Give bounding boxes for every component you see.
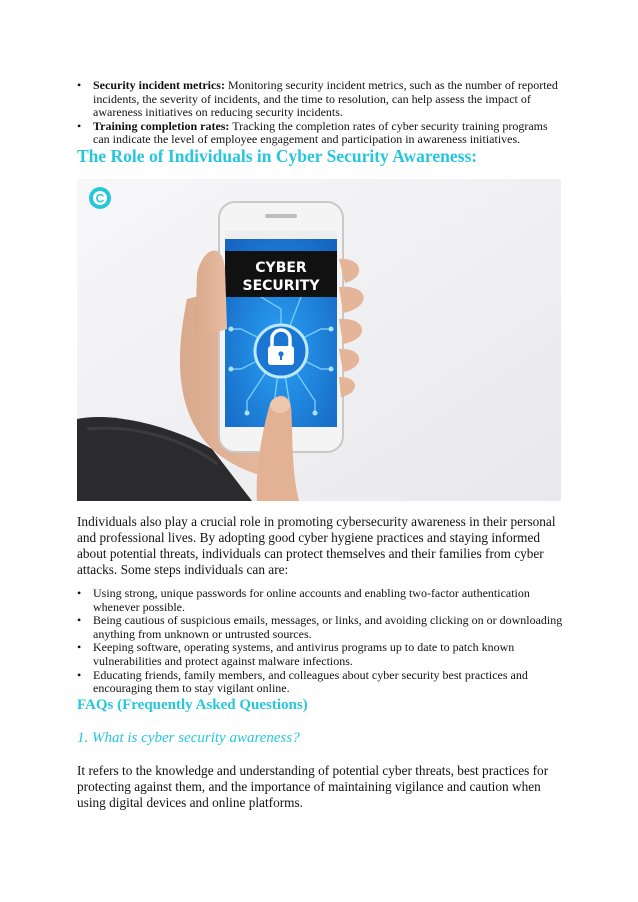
section-heading-role: The Role of Individuals in Cyber Security Awareness: (77, 146, 478, 166)
metrics-list (77, 79, 567, 147)
padlock-icon (255, 325, 307, 377)
list-item: • Keeping software, operating systems, and antivirus programs up to date to patch known vulnerabilities and protect against malware infections. (77, 641, 567, 668)
list-item (77, 120, 567, 147)
list-item (77, 79, 567, 120)
svg-text:CYBER: CYBER (255, 260, 307, 276)
list-item-term: Security incident metrics: (93, 78, 225, 92)
brand-logo-icon (89, 187, 111, 209)
svg-text:C: C (95, 191, 105, 206)
svg-text:SECURITY: SECURITY (242, 278, 320, 294)
faq-answer: It refers to the knowledge and understanding of potential cyber threats, best practices for protecting against them, and the importance of maintaining vigilance and caution when using digital devices and online platforms. (77, 763, 549, 810)
list-item: • Educating friends, family members, and colleagues about cyber security best practices and encouraging them to stay vigilant online. (77, 669, 567, 696)
list-item-text: Monitoring security incident metrics, such as the number of reported incidents, the severity of incidents, and the time to resolution, can help assess the impact of awareness initiatives on reducing security incidents. (93, 78, 558, 120)
faq-question: 1. What is cyber security awareness? (77, 730, 300, 746)
steps-list (77, 587, 567, 696)
list-item-term: Training completion rates: (93, 118, 230, 133)
intro-paragraph: Individuals also play a crucial role in promoting cybersecurity awareness in their personal and professional lives. By adopting good cyber hygiene practices and staying informed about potential threats, individuals can protect themselves and their families from cyber attacks. Some steps individuals can are: (77, 514, 556, 577)
list-item-text: Tracking the completion rates of cyber security training programs can indicate the level of employee engagement and participation in awareness initiatives. (93, 118, 548, 147)
cyber-security-image (77, 179, 561, 501)
faq-heading: FAQs (Frequently Asked Questions) (77, 697, 308, 713)
list-item: • Using strong, unique passwords for online accounts and enabling two-factor authentication whenever possible. (77, 587, 567, 614)
list-item: • Being cautious of suspicious emails, messages, or links, and avoiding clicking on or downloading anything from unknown or untrusted sources. (77, 614, 567, 641)
